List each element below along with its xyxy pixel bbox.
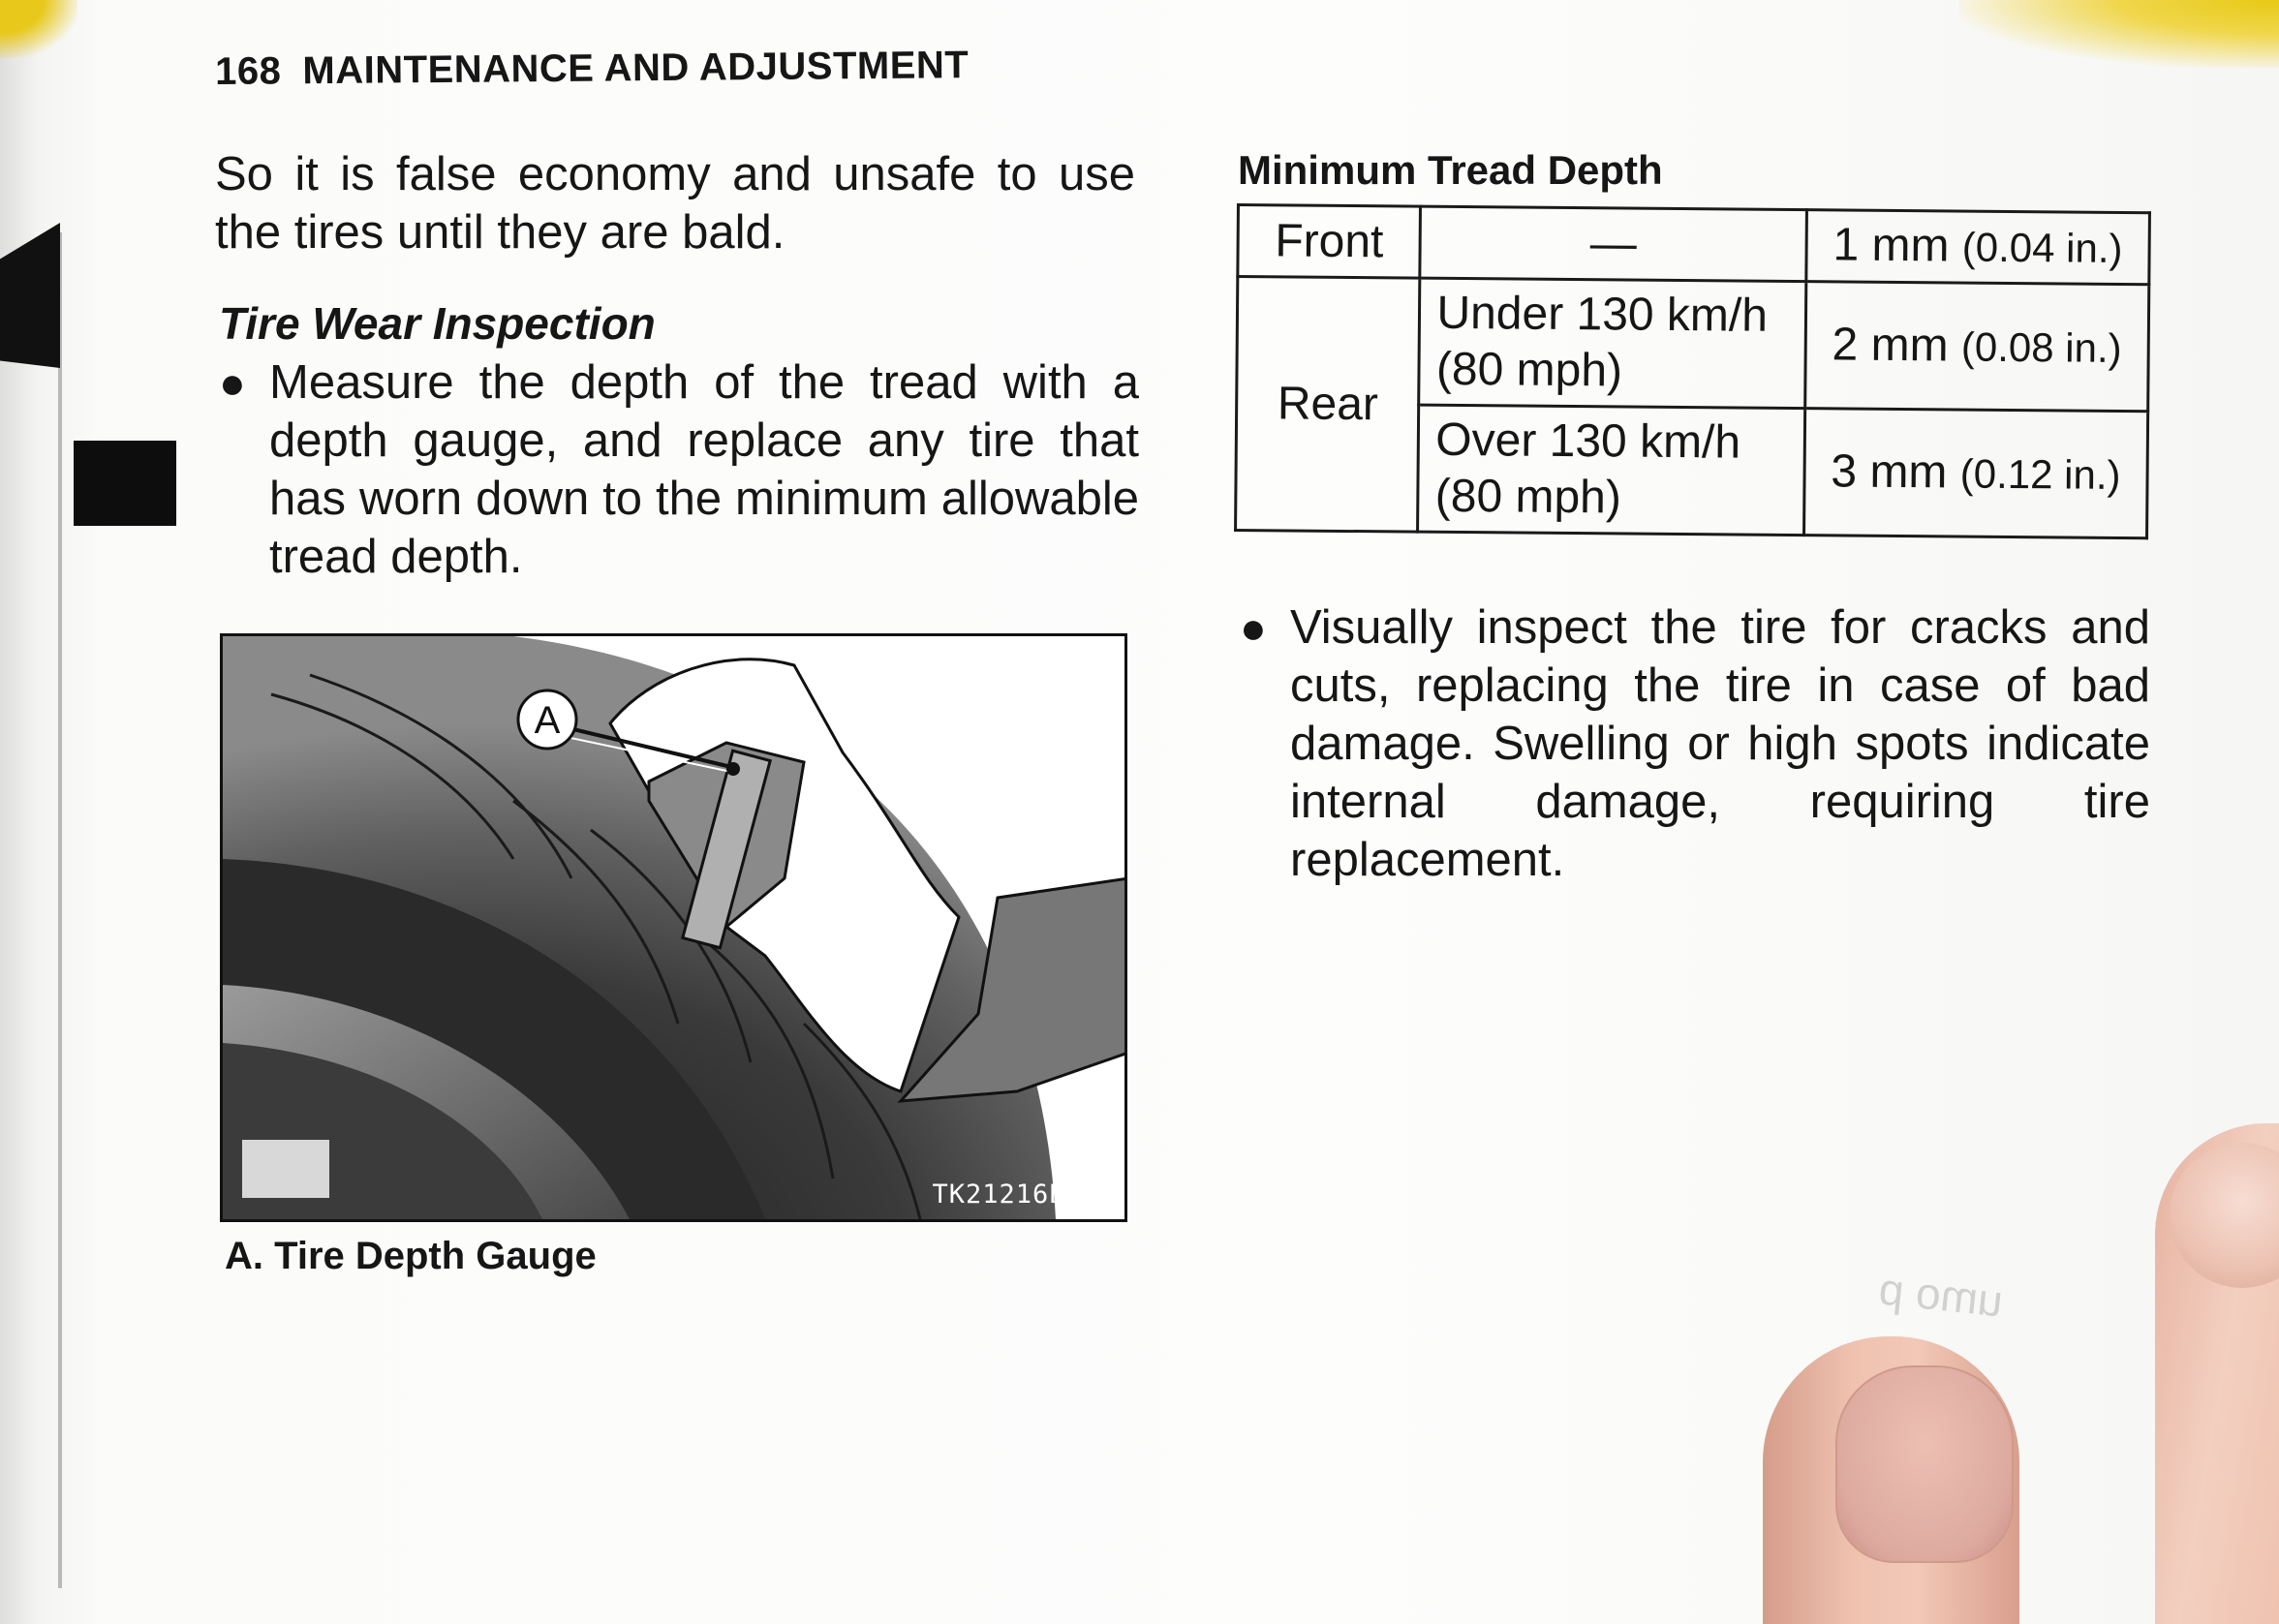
show-through-text: umo p bbox=[1876, 1263, 2006, 1327]
running-header bbox=[215, 44, 969, 94]
yellow-background-corner bbox=[0, 0, 77, 58]
table-cell-rear-depth bbox=[1803, 409, 2147, 538]
tread-depth-table bbox=[1234, 203, 2151, 539]
table-title: Minimum Tread Depth bbox=[1238, 147, 1663, 193]
table-cell-front-label: Front bbox=[1238, 205, 1421, 279]
bullet-icon: ● bbox=[219, 357, 246, 408]
speed-line: (80 mph) bbox=[1435, 343, 1623, 397]
table-cell-front-depth bbox=[1806, 210, 2150, 285]
yellow-background-corner bbox=[1959, 0, 2279, 68]
depth-mm: 3 mm bbox=[1831, 444, 1948, 498]
speed-line: Under 130 km/h bbox=[1436, 287, 1769, 342]
thumbnail-bottom bbox=[1835, 1365, 2014, 1563]
intro-paragraph: So it is false economy and unsafe to use the tires until they are bald. bbox=[215, 148, 1135, 259]
bullet-item-measure-depth bbox=[219, 353, 1139, 586]
brake-part-shape bbox=[242, 1140, 329, 1198]
subheading-tire-wear-inspection: Tire Wear Inspection bbox=[219, 298, 656, 349]
page-number: 168 bbox=[215, 49, 282, 93]
table-cell-rear-depth bbox=[1804, 282, 2148, 412]
depth-in: (0.08 in.) bbox=[1960, 323, 2122, 371]
section-thumb-tab bbox=[0, 223, 60, 368]
depth-in: (0.04 in.) bbox=[1961, 224, 2123, 271]
table-cell-rear-label: Rear bbox=[1236, 277, 1421, 533]
tire-gauge-illustration bbox=[220, 633, 1127, 1222]
figure-code: TK21216B G bbox=[932, 1180, 1099, 1210]
table-cell-front-speed: — bbox=[1420, 206, 1806, 281]
tire-illustration-svg bbox=[223, 636, 1124, 1219]
page-spine-shadow bbox=[58, 232, 62, 1588]
bullet-text: Measure the depth of the tread with a depth gauge, and replace any tire that has worn down to the minimum allowable tread depth. bbox=[269, 356, 1139, 583]
figure-caption: A. Tire Depth Gauge bbox=[225, 1235, 597, 1277]
section-title: MAINTENANCE AND ADJUSTMENT bbox=[302, 44, 970, 93]
bullet-text: Visually inspect the tire for cracks and cuts, replacing the tire in case of bad damage. Swelling or high spots indicate internal damage, requiring tire replacement. bbox=[1290, 601, 2150, 886]
depth-in: (0.12 in.) bbox=[1959, 450, 2121, 498]
speed-line: (80 mph) bbox=[1434, 470, 1622, 524]
callout-letter: A bbox=[534, 699, 561, 742]
section-thumb-tab bbox=[74, 441, 176, 526]
depth-mm: 2 mm bbox=[1832, 318, 1949, 371]
speed-line: Over 130 km/h bbox=[1435, 414, 1741, 469]
table-cell-rear-speed bbox=[1418, 405, 1804, 535]
depth-mm: 1 mm bbox=[1832, 219, 1950, 272]
table-cell-rear-speed bbox=[1419, 278, 1805, 408]
table-row bbox=[1238, 205, 2150, 285]
bullet-icon: ● bbox=[1240, 602, 1267, 653]
table-row bbox=[1237, 277, 2149, 412]
bullet-item-visual-inspect bbox=[1240, 598, 2150, 889]
